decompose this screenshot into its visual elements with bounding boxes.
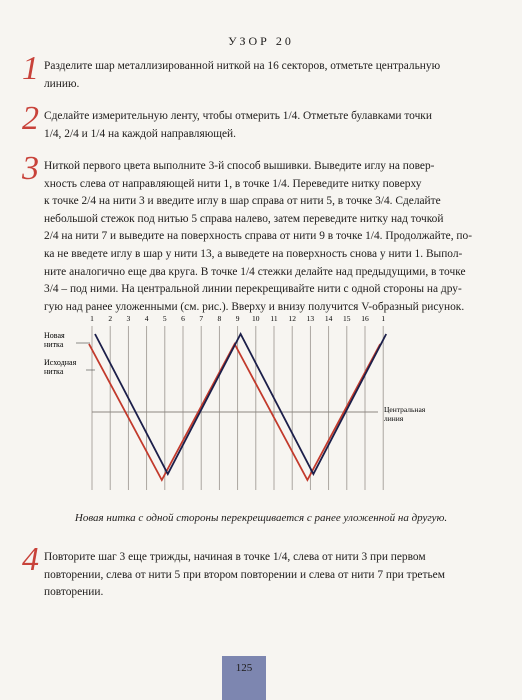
label-new-thread-1: Новая [44,331,65,340]
step-text [44,549,497,602]
step-number: 2 [22,100,39,137]
guide-number: 1 [381,314,386,323]
label-existing-thread-2: нитка [44,367,64,376]
text-line: гую над ранее уложенными (см. рис.). Вверху и внизу получится V-образный рисунок. [44,300,465,313]
step-number: 1 [22,50,39,87]
step-3 [22,150,497,316]
guide-number: 14 [324,314,333,323]
text-line: 3/4 – под ними. На центральной линии перекрещивайте нити с одной стороны на дру- [44,283,462,296]
step-text [44,58,497,93]
text-line: хность слева от направляющей нити 1, в точке 1/4. Переведите нитку поверху [44,177,422,190]
text-line: Сделайте измерительную ленту, чтобы отмерить 1/4. Отметьте булавками точки [44,110,432,122]
guide-number: 7 [199,314,204,323]
text-line: небольшой стежок под нитью 5 справа налево, затем переведите нитку над точкой [44,212,444,225]
text-line: Разделите шар металлизированной ниткой на 16 секторов, отметьте центральную [44,60,441,72]
guide-number: 10 [252,314,260,323]
guide-number: 8 [217,314,222,323]
guide-number: 3 [126,314,131,323]
text-line: ка не введете иглу в шар у нити 13, а выведете на поверхность снова у нити 1. Выпол- [44,247,463,260]
text-line: Ниткой первого цвета выполните 3-й способ вышивки. Выведите иглу на повер- [44,160,435,172]
text-line: 1/4, 2/4 и 1/4 на каждой направляющей. [44,127,236,140]
text-line: к точке 2/4 на нити 3 и введите иглу в шар справа от нити 5, в точке 3/4. Сделайте [44,195,441,208]
figure-caption: Новая нитка с одной стороны перекрещивается с ранее уложенной на другую. [74,512,448,524]
guide-number: 6 [181,314,185,323]
guide-number: 12 [288,314,296,323]
label-existing-thread-1: Исходная [44,358,77,367]
text-line: повторении, слева от нити 5 при втором повторении и слева от нити 7 при третьем [44,568,445,581]
step-text [44,158,497,316]
guide-number: 5 [162,314,167,323]
text-line: 2/4 на нити 7 и выведите на поверхность справа от нити 9 в точке 1/4. Продолжайте, по- [44,230,473,243]
step-1 [22,50,497,93]
guide-number: 15 [343,314,351,323]
text-line: ните аналогично еще два круга. В точке 1/4 стежки делайте над предыдущими, в точке [44,265,466,278]
step-2 [22,100,497,143]
label-new-thread-2: нитка [44,340,64,349]
step-number: 4 [22,541,39,578]
label-center-line-1: Центральная [384,405,426,414]
label-center-line-2: линия [384,414,404,423]
guide-number: 9 [235,314,240,323]
step-4 [22,541,497,602]
page-title: УЗОР 20 [228,34,294,48]
page-number-tab [222,656,266,700]
guide-numbers [90,314,385,323]
text-line: повторении. [44,586,104,599]
step-number: 3 [22,150,39,187]
text-line: Повторите шаг 3 еще трижды, начиная в точке 1/4, слева от нити 3 при первом [44,551,426,563]
thread-diagram [0,308,522,508]
guide-number: 1 [90,314,94,323]
guide-number: 11 [270,314,278,323]
step-text [44,108,497,143]
text-line: линию. [44,77,80,90]
guide-number: 16 [361,314,369,323]
page-number: 125 [235,662,253,674]
guide-number: 4 [144,314,149,323]
guide-number: 2 [108,314,113,323]
guide-number: 13 [306,314,315,323]
